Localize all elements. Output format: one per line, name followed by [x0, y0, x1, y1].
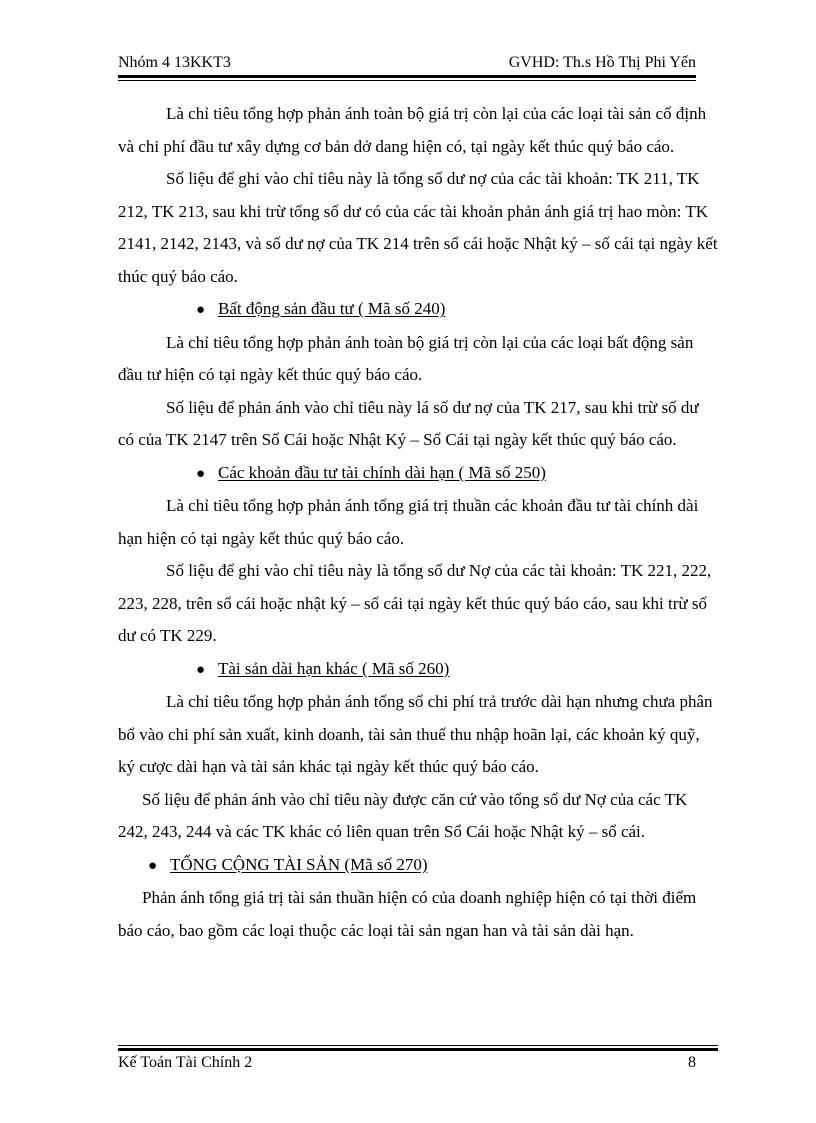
paragraph-fixed-assets-source: Số liệu để ghi vào chỉ tiêu này là tổng số dư nợ của các tài khoản: TK 211, TK 212, TK 213, sau khi trừ tổng số dư có của các tài khoản phản ánh giá trị hao mòn: TK 2141, 2142, 2143, và số dư nợ của TK 214 trên sổ cái hoặc Nhật ký – số cái tại ngày kết thúc quý báo cáo. — [118, 169, 718, 286]
bullet-heading: Tài sản dài hạn khác ( Mã số 260) — [218, 658, 450, 678]
header-group-name: Nhóm 4 13KKT3 — [118, 54, 231, 71]
footer-course-title: Kế Toán Tài Chính 2 — [118, 1054, 253, 1071]
page-number: 8 — [688, 1054, 696, 1071]
paragraph-long-term-investments-definition: Là chỉ tiêu tổng hợp phản ánh tổng giá trị thuần các khoản đầu tư tài chính dài hạn hiện có tại ngày kết thúc quý báo cáo. — [118, 496, 699, 548]
bullet-item-long-term-investments — [118, 457, 718, 491]
document-body — [118, 98, 718, 947]
bullet-dot-icon: ● — [196, 465, 206, 482]
bullet-heading: Bất động sản đầu tư ( Mã số 240) — [218, 299, 446, 318]
paragraph-fixed-assets-definition: Là chỉ tiêu tổng hợp phản ánh toàn bộ giá trị còn lại của các loại tài sản cố định và chi phí đầu tư xây dựng cơ bản dở dang hiện có, tại ngày kết thúc quý báo cáo. — [118, 104, 707, 156]
footer-divider — [118, 1045, 718, 1051]
bullet-item-other-long-term-assets — [118, 653, 718, 687]
page-footer — [118, 1054, 696, 1072]
paragraph-total-assets-definition: Phản ánh tổng giá trị tài sản thuần hiện có của doanh nghiệp hiện có tại thời điểm báo cáo, bao gồm các loại thuộc các loại tài sản ngan han và tài sản dài hạn. — [118, 888, 697, 940]
paragraph-long-term-investments-source: Số liệu để ghi vào chỉ tiêu này là tổng số dư Nợ của các tài khoản: TK 221, 222, 223, 228, trên sổ cái hoặc nhật ký – sổ cái tại ngày kết thúc quý báo cáo, sau khi trừ số dư có TK 229. — [118, 561, 712, 645]
header-instructor: GVHD: Th.s Hồ Thị Phi Yến — [508, 54, 696, 71]
paragraph-investment-property-definition: Là chỉ tiêu tổng hợp phản ánh toàn bộ giá trị còn lại của các loại bất động sản đầu tư hiện có tại ngày kết thúc quý báo cáo. — [118, 332, 694, 384]
paragraph-other-assets-definition: Là chỉ tiêu tổng hợp phản ánh tổng số chi phí trả trước dài hạn nhưng chưa phân bổ vào chi phí sản xuất, kinh doanh, tài sản thuế thu nhập hoãn lại, các khoản ký quỹ, ký cược dài hạn và tài sản khác tại ngày kết thúc quý báo cáo. — [118, 692, 713, 776]
bullet-item-investment-property — [118, 293, 718, 327]
bullet-dot-icon: ● — [196, 661, 206, 678]
bullet-heading: Các khoản đầu tư tài chính dài hạn ( Mã số 250) — [218, 462, 546, 482]
bullet-heading: TỔNG CỘNG TÀI SẢN (Mã số 270) — [170, 854, 428, 874]
paragraph-other-assets-source: Số liệu để phản ánh vào chỉ tiêu này được căn cứ vào tổng số dư Nợ của các TK 242, 243, 244 và các TK khác có liên quan trên Sổ Cái hoặc Nhật ký – sổ cái. — [118, 789, 688, 841]
header-divider — [118, 75, 696, 81]
page-header — [118, 52, 696, 72]
bullet-dot-icon: ● — [196, 302, 206, 318]
bullet-dot-icon: ● — [148, 857, 158, 874]
paragraph-investment-property-source: Số liệu để phản ánh vào chỉ tiêu này lá số dư nợ của TK 217, sau khi trừ số dư có của TK 2147 trên Sổ Cái hoặc Nhật Ký – Sổ Cái tại ngày kết thúc quý báo cáo. — [118, 397, 699, 449]
bullet-item-total-assets — [118, 849, 718, 883]
